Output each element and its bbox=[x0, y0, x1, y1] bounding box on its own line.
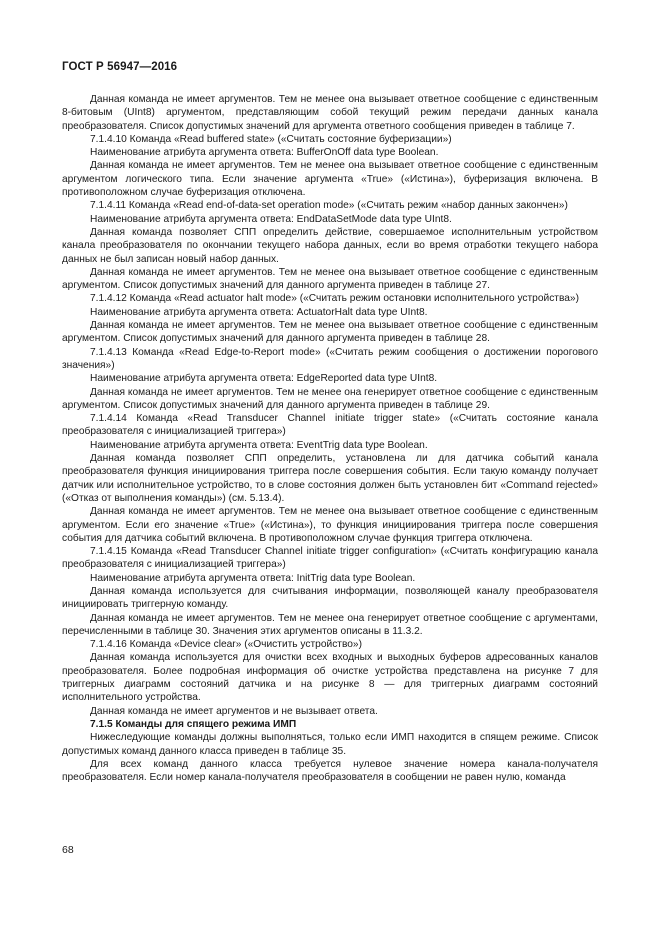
subsection-heading: 7.1.4.12 Команда «Read actuator halt mode» («Считать режим остановки исполнительного устройства») bbox=[90, 293, 579, 305]
paragraph: Наименование атрибута аргумента ответа: EventTrig data type Boolean. bbox=[90, 439, 428, 451]
subsection-heading: 7.1.4.13 Команда «Read Edge-to-Report mode» («Считать режим сообщения о достижении порогового значения») bbox=[62, 346, 598, 371]
paragraph: Данная команда не имеет аргументов. Тем не менее она генерирует ответное сообщение с единственным аргументом. Список допустимых значений для данного аргумента приведен в таблице 29. bbox=[62, 386, 598, 411]
subsection-heading: 7.1.4.16 Команда «Device clear» («Очистить устройство») bbox=[90, 639, 362, 651]
paragraph: Данная команда не имеет аргументов. Тем не менее она вызывает ответное сообщение с единственным 8-битовым (UInt8) аргументом, представляющим собой текущий режим передачи данных канала преобразователя. Список допустимых значений для аргумента ответного сообщения приведен в таблице 7. bbox=[62, 94, 598, 132]
paragraph: Данная команда не имеет аргументов. Тем не менее она вызывает ответное сообщение с единственным аргументом. Если его значение «True» («Истина»), то функция инициирования триггера после совершения события для датчика событий включена. В противоположном случае функция триггера отключена. bbox=[62, 506, 598, 544]
paragraph: Наименование атрибута аргумента ответа: InitTrig data type Boolean. bbox=[90, 572, 416, 584]
paragraph: Данная команда используется для очистки всех входных и выходных буферов адресованных каналов преобразователя. Более подробная информация об очистке устройства представлена на рисунке 7 для триггерных диаграмм состояний датчика и на рисунке 8 — для триггерных диаграмм состояний исполнительного устройства. bbox=[62, 652, 598, 704]
subsection-heading: 7.1.4.14 Команда «Read Transducer Channel initiate trigger state» («Считать состояние канала преобразователя с инициализацией триггера») bbox=[62, 413, 598, 438]
page-number: 68 bbox=[62, 844, 74, 856]
paragraph: Данная команда не имеет аргументов и не вызывает ответа. bbox=[90, 705, 378, 717]
paragraph: Данная команда позволяет СПП определить действие, совершаемое исполнительным устройством канала преобразователя по окончании текущего набора данных, если во время отработки текущего набора данных не был записан новый набор данных. bbox=[62, 226, 598, 265]
subsection-heading: 7.1.4.11 Команда «Read end-of-data-set operation mode» («Считать режим «набор данных закончен») bbox=[90, 200, 568, 212]
paragraph: Данная команда не имеет аргументов. Тем не менее она вызывает ответное сообщение с единственным аргументом. Список допустимых значений для данного аргумента приведен в таблице 27. bbox=[62, 266, 598, 292]
section-heading: 7.1.5 Команды для спящего режима ИМП bbox=[90, 718, 297, 730]
document-body bbox=[62, 93, 598, 784]
paragraph: Наименование атрибута аргумента ответа: EdgeReported data type UInt8. bbox=[90, 373, 438, 385]
paragraph: Для всех команд данного класса требуется нулевое значение номера канала-получателя преобразователя. Если номер канала-получателя преобразователя в сообщении не равен нулю, команда bbox=[62, 758, 598, 784]
paragraph: Нижеследующие команды должны выполняться, только если ИМП находится в спящем режиме. Список допустимых команд данного класса приведен в таблице 35. bbox=[62, 732, 598, 757]
paragraph: Данная команда используется для считывания информации, позволяющей каналу преобразователя инициировать триггерную команду. bbox=[62, 585, 598, 611]
paragraph: Данная команда позволяет СПП определить, установлена ли для датчика событий канала преобразователя функция инициирования триггера после совершения события. Если такую команду получает датчик или исполнительное устройство, то в слове состояния должен быть установлен бит «Command rejected» («Отказ от выполнения команды») (см. 5.13.4). bbox=[62, 453, 598, 504]
paragraph: Данная команда не имеет аргументов. Тем не менее она генерирует ответное сообщение с аргументами, перечисленными в таблице 30. Значения этих аргументов описаны в 11.3.2. bbox=[62, 612, 598, 637]
paragraph: Наименование атрибута аргумента ответа: ActuatorHalt data type UInt8. bbox=[90, 306, 428, 318]
subsection-heading: 7.1.4.15 Команда «Read Transducer Channel initiate trigger configuration» («Считать конфигурацию канала преобразователя с инициализацией триггера») bbox=[62, 546, 598, 571]
paragraph: Наименование атрибута аргумента ответа: BufferOnOff data type Boolean. bbox=[90, 147, 439, 159]
paragraph: Данная команда не имеет аргументов. Тем не менее она вызывает ответное сообщение с единственным аргументом. Список допустимых значений для данного аргумента приведен в таблице 28. bbox=[62, 320, 598, 345]
paragraph: Наименование атрибута аргумента ответа: EndDataSetMode data type UInt8. bbox=[90, 213, 452, 225]
document-header: ГОСТ Р 56947—2016 bbox=[62, 61, 178, 73]
paragraph: Данная команда не имеет аргументов. Тем не менее она вызывает ответное сообщение с единственным аргументом логического типа. Если значение аргумента «True» («Истина»), буферизация включена. В противоположном случае буферизация отключена. bbox=[62, 160, 598, 199]
subsection-heading: 7.1.4.10 Команда «Read buffered state» («Считать состояние буферизации») bbox=[90, 133, 452, 145]
